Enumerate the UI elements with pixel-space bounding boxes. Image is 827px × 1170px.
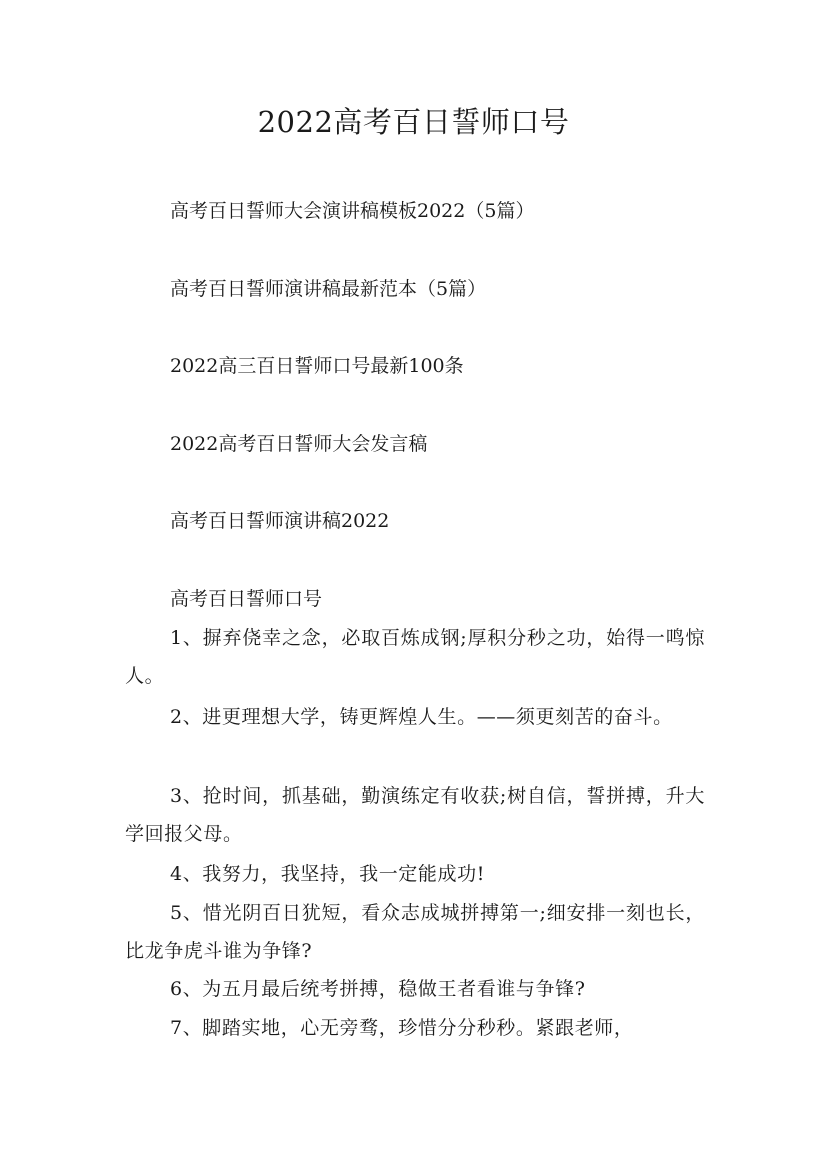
- related-link-1[interactable]: 高考百日誓师大会演讲稿模板2022（5篇）: [170, 200, 535, 222]
- slogan-item-5: 5、惜光阴百日犹短，看众志成城拼搏第一;细安排一刻也长，比龙争虎斗谁为争锋?: [125, 902, 705, 962]
- slogan-item-6: 6、为五月最后统考拼搏，稳做王者看谁与争锋?: [170, 978, 586, 1000]
- related-link-3[interactable]: 2022高三百日誓师口号最新100条: [170, 355, 464, 377]
- slogan-item-4: 4、我努力，我坚持，我一定能成功!: [170, 863, 485, 885]
- slogan-item-2: 2、进更理想大学，铸更辉煌人生。——须更刻苦的奋斗。: [170, 706, 673, 728]
- related-link-5[interactable]: 高考百日誓师演讲稿2022: [170, 510, 390, 532]
- slogan-item-1: 1、摒弃侥幸之念，必取百炼成钢;厚积分秒之功，始得一鸣惊人。: [125, 627, 705, 687]
- section-heading: 高考百日誓师口号: [170, 588, 323, 610]
- slogan-item-3: 3、抢时间，抓基础，勤演练定有收获;树自信，誓拼搏，升大学回报父母。: [125, 785, 705, 845]
- related-link-4[interactable]: 2022高考百日誓师大会发言稿: [170, 433, 428, 455]
- slogan-item-7: 7、脚踏实地，心无旁骛，珍惜分分秒秒。紧跟老师，: [170, 1017, 634, 1039]
- document-title: 2022高考百日誓师口号: [257, 105, 570, 139]
- related-link-2[interactable]: 高考百日誓师演讲稿最新范本（5篇）: [170, 278, 487, 300]
